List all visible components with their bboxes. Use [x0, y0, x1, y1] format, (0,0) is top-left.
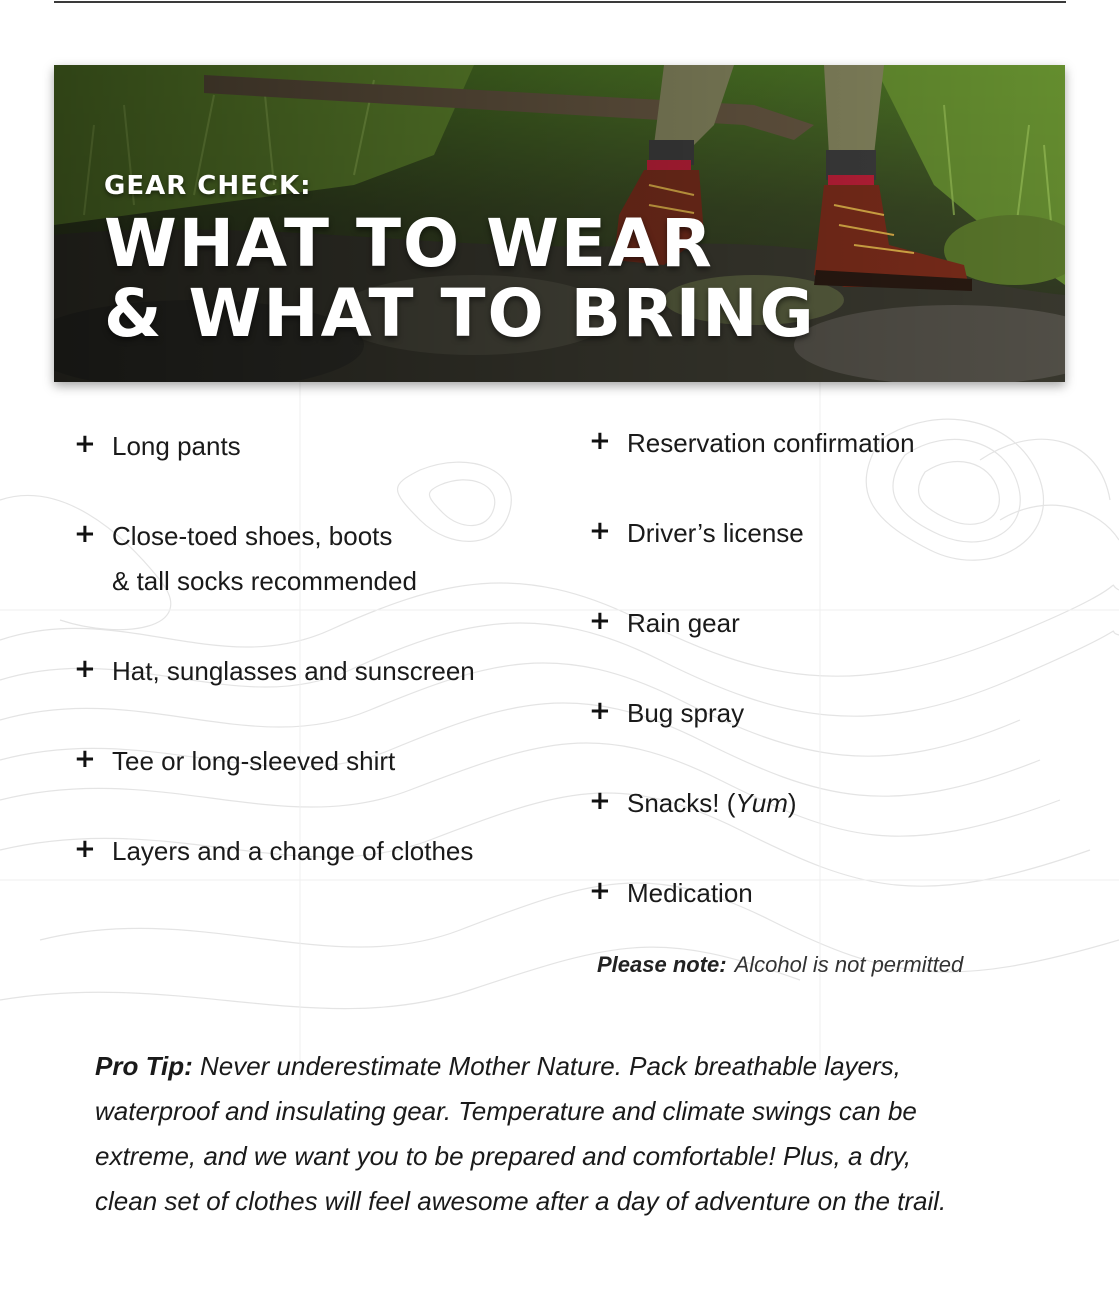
hero-kicker: GEAR CHECK:: [104, 171, 312, 201]
list-item-label: & tall socks recommended: [112, 566, 417, 596]
plus-icon: +: [589, 696, 611, 726]
list-item-label: Snacks! (Yum): [627, 788, 797, 818]
plus-icon: +: [74, 654, 96, 684]
hero-title-line-2: & WHAT TO BRING: [104, 275, 816, 352]
list-item-label: Rain gear: [627, 608, 740, 638]
pro-tip-line-3: extreme, and we want you to be prepared and comfortable! Plus, a dry,: [95, 1141, 912, 1171]
hero-title: [104, 205, 816, 352]
plus-icon: +: [74, 744, 96, 774]
pro-tip: [95, 1044, 1045, 1224]
plus-icon: +: [74, 429, 96, 459]
pro-tip-line-1: Pro Tip: Never underestimate Mother Nature. Pack breathable layers,: [95, 1051, 901, 1081]
plus-icon: +: [74, 834, 96, 864]
list-item-label: Close-toed shoes, boots: [112, 521, 393, 551]
plus-icon: +: [589, 606, 611, 636]
list-item-label: Bug spray: [627, 698, 745, 728]
note-label: Please note:: [597, 952, 727, 977]
yum-emphasis: Yum: [735, 788, 788, 818]
plus-icon: +: [589, 426, 611, 456]
alcohol-note: [597, 952, 963, 978]
list-item-label: Driver’s license: [627, 518, 804, 548]
note-text: Alcohol is not permitted: [734, 952, 964, 977]
hero-banner: [54, 65, 1065, 382]
top-divider: [54, 1, 1066, 3]
list-item-label: Tee or long-sleeved shirt: [112, 746, 396, 776]
list-item-label: Hat, sunglasses and sunscreen: [112, 656, 475, 686]
pro-tip-line-4: clean set of clothes will feel awesome after a day of adventure on the trail.: [95, 1186, 947, 1216]
hero-heading: [104, 171, 816, 352]
pro-tip-label: Pro Tip:: [95, 1051, 193, 1081]
pro-tip-line-2: waterproof and insulating gear. Temperature and climate swings can be: [95, 1096, 917, 1126]
list-item-label: Long pants: [112, 431, 241, 461]
list-item-label: Medication: [627, 878, 753, 908]
plus-icon: +: [589, 876, 611, 906]
plus-icon: +: [74, 519, 96, 549]
plus-icon: +: [589, 786, 611, 816]
list-item-label: Reservation confirmation: [627, 428, 915, 458]
plus-icon: +: [589, 516, 611, 546]
list-item-label: Layers and a change of clothes: [112, 836, 474, 866]
hero-title-line-1: WHAT TO WEAR: [104, 205, 714, 282]
